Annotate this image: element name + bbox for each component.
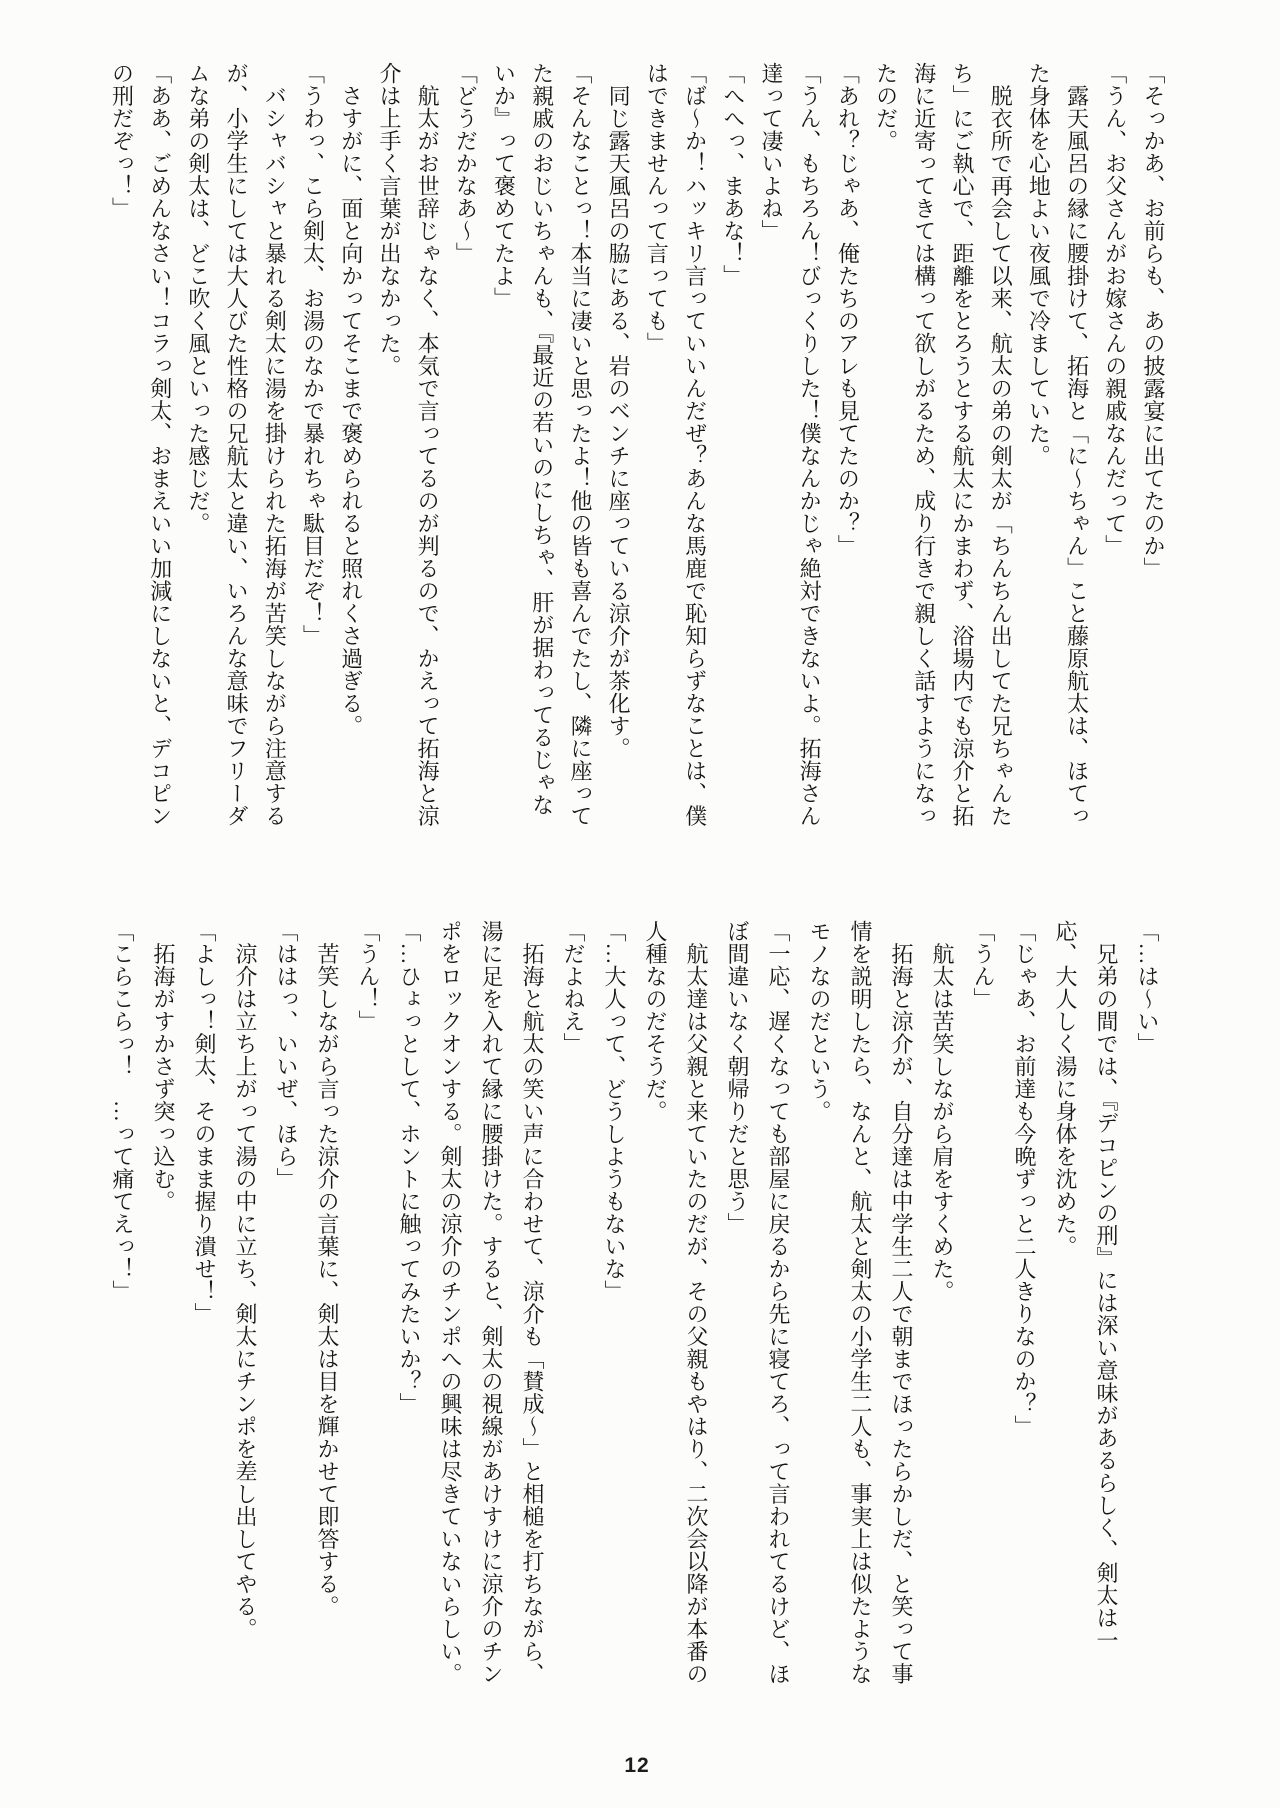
text-column: 露天風呂の縁に腰掛けて、拓海と「に〜ちゃん」こと藤原航太は、ほてっ xyxy=(1064,62,1090,827)
text-column: 「そんなことっ！本当に凄いと思ったよ！他の皆も喜んでたし、隣に座って xyxy=(567,62,593,827)
text-column: 涼介は立ち上がって湯の中に立ち、剣太にチンポを差し出してやる。 xyxy=(233,920,258,1640)
text-column: 「うん」 xyxy=(971,920,996,1010)
text-column: 航太は苦笑しながら肩をすくめた。 xyxy=(930,920,955,1303)
page-number: 12 xyxy=(624,1754,650,1777)
text-column: 「…は〜い」 xyxy=(1135,920,1160,1055)
text-column: 航太達は父親と来ていたのだが、その父親もやはり、二次会以降が本番の xyxy=(684,920,709,1685)
text-column: が、小学生にしては大人びた性格の兄航太と違い、いろんな意味でフリーダ xyxy=(224,62,250,827)
text-column: ち」にご執心で、距離をとろうとする航太にかまわず、浴場内でも涼介と拓 xyxy=(949,62,975,827)
text-column: 兄弟の間では、『デコピンの刑』には深い意味があるらしく、剣太は一 xyxy=(1094,920,1119,1652)
text-column: 湯に足を入れて縁に腰掛けた。すると、剣太の視線があけすけに涼介のチン xyxy=(479,920,504,1685)
text-column: 「ははっ、いいぜ、ほら」 xyxy=(274,920,299,1190)
bottom-text-block xyxy=(102,920,1168,1692)
text-column: 海に近寄ってきては構って欲しがるため、成り行きで親しく話すようになっ xyxy=(911,62,937,827)
text-column: 「よしっ！剣太、そのまま握り潰せ！」 xyxy=(192,920,217,1325)
text-column: 「…大人って、どうしようもないな」 xyxy=(602,920,627,1303)
text-column: 介は上手く言葉が出なかった。 xyxy=(376,62,402,377)
text-column: バシャバシャと暴れる剣太に湯を掛けられた拓海が苦笑しながら注意する xyxy=(262,62,288,827)
text-column: 「…ひょっとして、ホントに触ってみたいか？」 xyxy=(397,920,422,1415)
text-column: 拓海と涼介が、自分達は中学生二人で朝までほったらかしだ、と笑って事 xyxy=(889,920,914,1685)
text-column: 「へへっ、まあな！」 xyxy=(720,62,746,287)
text-column: 「一応、遅くなっても部屋に戻るから先に寝てろ、って言われてるけど、ほ xyxy=(766,920,791,1685)
text-column: ポをロックオンする。剣太の涼介のチンポへの興味は尽きていないらしい。 xyxy=(438,920,463,1685)
text-column: 「だよねえ」 xyxy=(561,920,586,1055)
text-column: 人種なのだそうだ。 xyxy=(643,920,668,1123)
text-column: 拓海がすかさず突っ込む。 xyxy=(151,920,176,1213)
text-column: の刑だぞっ！」 xyxy=(109,62,135,220)
text-column: いか』って褒めてたよ」 xyxy=(491,62,517,310)
text-column: 「うん、お父さんがお嫁さんの親戚なんだって」 xyxy=(1102,62,1128,557)
text-column: さすがに、面と向かってそこまで褒められると照れくさ過ぎる。 xyxy=(338,62,364,737)
text-column: 「そっかあ、お前らも、あの披露宴に出てたのか」 xyxy=(1141,62,1166,580)
text-column: 「うん、もちろん！びっくりした！僕なんかじゃ絶対できないよ。拓海さん xyxy=(797,62,823,827)
text-column: 「こらこらっ！ …って痛てえっ！」 xyxy=(110,920,135,1303)
text-column: たのだ。 xyxy=(873,62,899,152)
text-column: 拓海と航太の笑い声に合わせて、涼介も「賛成〜」と相槌を打ちながら、 xyxy=(520,920,545,1685)
text-column: ムな弟の剣太は、どこ吹く風といった感じだ。 xyxy=(185,62,211,535)
text-column: 「どうだかなあ〜」 xyxy=(453,62,479,265)
text-column: 脱衣所で再会して以来、航太の弟の剣太が「ちんちん出してた兄ちゃんた xyxy=(988,62,1014,827)
text-column: モノなのだという。 xyxy=(807,920,832,1123)
text-column: 苦笑しながら言った涼介の言葉に、剣太は目を輝かせて即答する。 xyxy=(315,920,340,1618)
text-column: 「あれ？じゃあ、俺たちのアレも見てたのか？」 xyxy=(835,62,861,557)
text-column: 航太がお世辞じゃなく、本気で言ってるのが判るので、かえって拓海と涼 xyxy=(415,62,441,827)
text-column: はできませんって言っても」 xyxy=(644,62,670,355)
top-text-block xyxy=(100,62,1172,834)
text-column: 「ああ、ごめんなさい！コラっ剣太、おまえいい加減にしないと、デコピン xyxy=(147,62,173,827)
text-column: 情を説明したら、なんと、航太と剣太の小学生二人も、事実上は似たような xyxy=(848,920,873,1685)
text-column: 同じ露天風呂の脇にある、岩のベンチに座っている涼介が茶化す。 xyxy=(606,62,632,760)
text-column: 「うわっ、こら剣太、お湯のなかで暴れちゃ駄目だぞ！」 xyxy=(300,62,326,647)
text-column: 応、大人しく湯に身体を沈めた。 xyxy=(1053,920,1078,1258)
text-column: ぼ間違いなく朝帰りだと思う」 xyxy=(725,920,750,1235)
text-column: た親戚のおじいちゃんも、『最近の若いのにしちゃ、肝が据わってるじゃな xyxy=(529,62,555,816)
text-column: 達って凄いよね」 xyxy=(758,62,784,242)
text-column: 「うん！」 xyxy=(356,920,381,1033)
text-column: 「ば〜か！ハッキリ言っていいんだぜ？あんな馬鹿で恥知らずなことは、僕 xyxy=(682,62,708,827)
text-column: た身体を心地よい夜風で冷ましていた。 xyxy=(1026,62,1052,467)
text-column: 「じゃあ、お前達も今晩ずっと二人きりなのか？」 xyxy=(1012,920,1037,1438)
